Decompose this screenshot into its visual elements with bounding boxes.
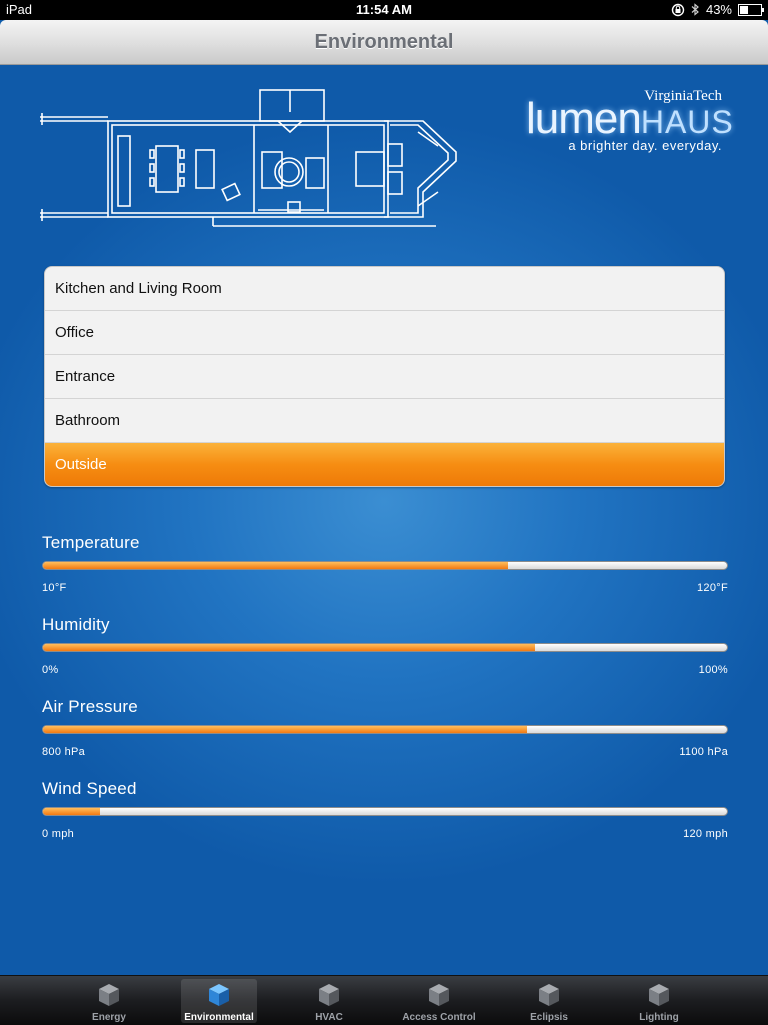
- cube-icon: [318, 983, 340, 1007]
- progress-fill: [43, 562, 508, 569]
- metric-max: 1100 hPa: [679, 746, 728, 758]
- tab-lighting[interactable]: [621, 979, 697, 1023]
- progress-track: [42, 807, 728, 816]
- metric-min: 10°F: [42, 582, 67, 594]
- status-bar: [0, 0, 768, 20]
- room-item-kitchen-living[interactable]: Kitchen and Living Room: [45, 267, 724, 311]
- status-icons: [671, 2, 762, 17]
- metric-label: Temperature: [42, 533, 140, 552]
- brand-main: lumen: [526, 94, 641, 143]
- humidity-meter: [42, 615, 728, 676]
- cube-icon: [428, 983, 450, 1007]
- page-title: Environmental: [314, 31, 454, 53]
- rotation-lock-icon: [671, 3, 685, 17]
- metric-max: 120 mph: [683, 828, 728, 840]
- battery-icon: [738, 4, 762, 16]
- device-name: iPad: [6, 2, 33, 17]
- progress-fill: [43, 644, 535, 651]
- brand-tagline: a brighter day. everyday.: [568, 138, 722, 153]
- metric-max: 120°F: [697, 582, 728, 594]
- battery-percent: 43%: [705, 2, 732, 17]
- cube-icon: [648, 983, 670, 1007]
- metric-max: 100%: [698, 664, 728, 676]
- brand-accent: HAUS: [640, 104, 734, 140]
- tab-label: Eclipsis: [530, 1012, 568, 1023]
- room-list: [44, 266, 725, 487]
- tab-hvac[interactable]: [291, 979, 367, 1023]
- tab-label: Energy: [92, 1012, 126, 1023]
- tab-label: Lighting: [639, 1012, 679, 1023]
- tab-label: Access Control: [402, 1012, 476, 1023]
- navigation-bar: [0, 20, 768, 65]
- room-item-office[interactable]: Office: [45, 311, 724, 355]
- metric-min: 0%: [42, 664, 59, 676]
- tab-eclipsis[interactable]: [511, 979, 587, 1023]
- cube-icon: [98, 983, 120, 1007]
- progress-track: [42, 725, 728, 734]
- metric-label: Air Pressure: [42, 697, 138, 716]
- virginia-tech-wordmark: VirginiaTech: [644, 88, 722, 104]
- floor-plan-image: [38, 88, 463, 228]
- cube-icon: [208, 983, 230, 1007]
- bluetooth-icon: [691, 3, 700, 16]
- room-item-outside[interactable]: Outside: [45, 443, 724, 486]
- metric-label: Wind Speed: [42, 779, 137, 798]
- wind-speed-meter: [42, 779, 728, 840]
- metric-label: Humidity: [42, 615, 110, 634]
- room-item-bathroom[interactable]: Bathroom: [45, 399, 724, 443]
- tab-environmental[interactable]: [181, 979, 257, 1023]
- tab-bar: [0, 975, 768, 1025]
- air-pressure-meter: [42, 697, 728, 758]
- tab-label: Environmental: [184, 1012, 254, 1023]
- temperature-meter: [42, 533, 728, 594]
- tab-label: HVAC: [315, 1012, 343, 1023]
- metric-min: 0 mph: [42, 828, 75, 840]
- progress-fill: [43, 808, 100, 815]
- progress-fill: [43, 726, 527, 733]
- clock: 11:54 AM: [356, 2, 412, 17]
- progress-track: [42, 561, 728, 570]
- room-item-entrance[interactable]: Entrance: [45, 355, 724, 399]
- metric-min: 800 hPa: [42, 746, 86, 758]
- brand-name: [526, 94, 734, 144]
- tab-access-control[interactable]: [401, 979, 477, 1023]
- progress-track: [42, 643, 728, 652]
- cube-icon: [538, 983, 560, 1007]
- tab-energy[interactable]: [71, 979, 147, 1023]
